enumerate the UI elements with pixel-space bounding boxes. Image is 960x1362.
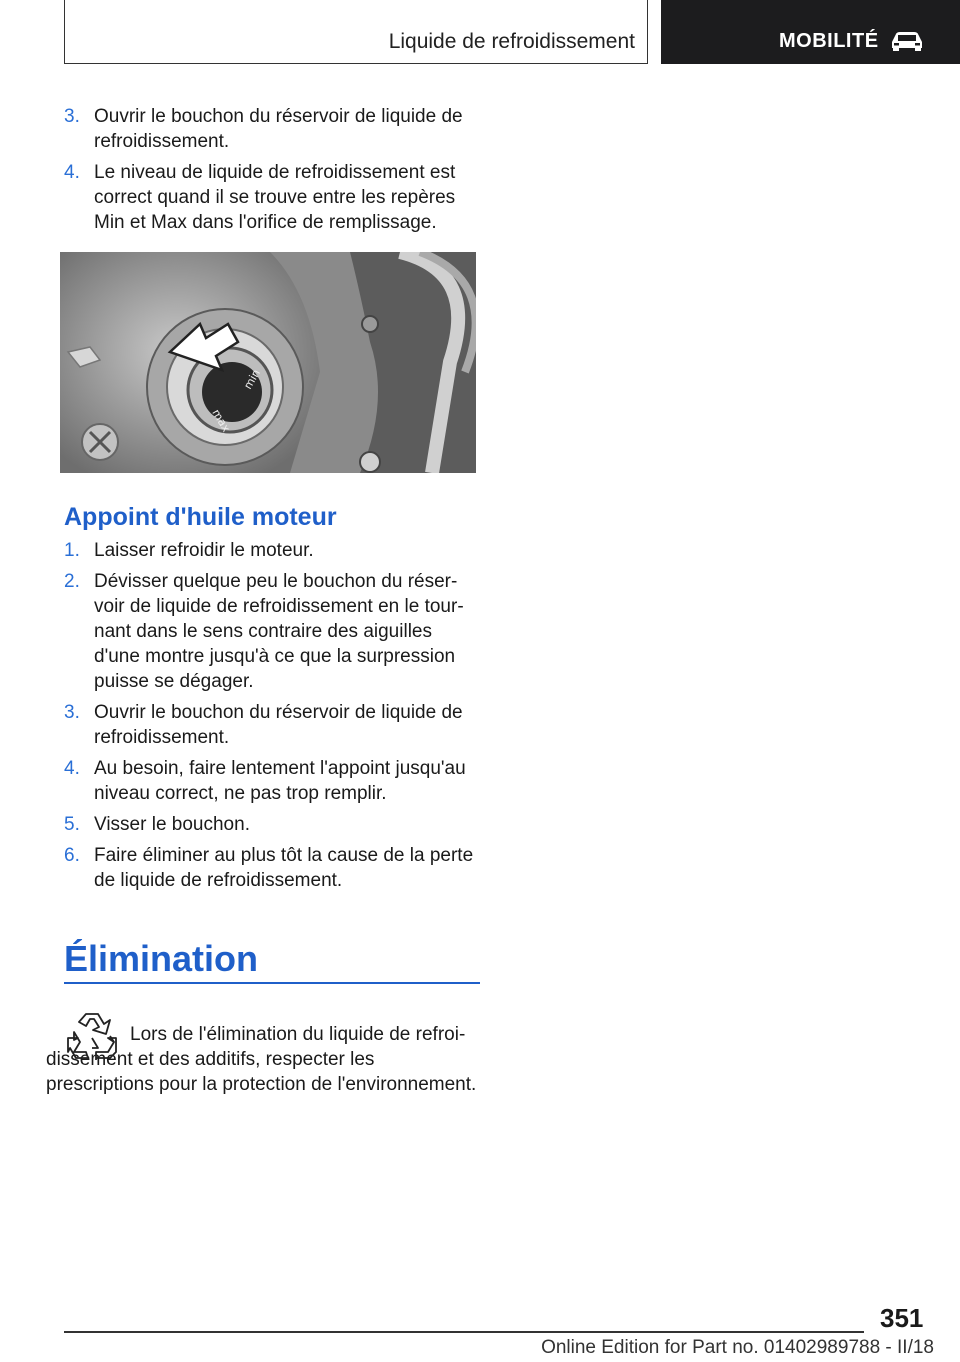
section-heading-disposal: Élimination — [64, 938, 259, 979]
step-text: Visser le bouchon. — [94, 814, 250, 835]
list-item — [64, 104, 480, 154]
step-text: Le niveau de liquide de refroidissement est correct quand il se trouve entre les repères Min et Max dans l'orifice de remplissage. — [94, 162, 456, 233]
steps-top-list — [64, 104, 480, 241]
step-number: 4. — [64, 758, 80, 779]
step-text: Ouvrir le bouchon du réservoir de liquide de refroidissement. — [94, 702, 463, 748]
step-number: 2. — [64, 571, 80, 592]
header-chapter-box — [661, 0, 960, 64]
footer-divider — [64, 1331, 864, 1333]
step-number: 4. — [64, 162, 80, 183]
chapter-title: MOBILITÉ — [779, 30, 879, 52]
step-text: Laisser refroidir le moteur. — [94, 540, 314, 561]
steps-oil-list — [64, 538, 480, 899]
list-item — [64, 160, 480, 235]
list-item — [64, 569, 480, 694]
min-mark: min — [241, 367, 263, 392]
step-text: Faire éliminer au plus tôt la cause de la perte de liquide de refroidissement. — [94, 845, 474, 891]
page-number: 351 — [880, 1303, 924, 1333]
list-item — [64, 843, 480, 893]
car-icon — [889, 28, 925, 52]
step-number: 6. — [64, 845, 80, 866]
max-mark: max — [209, 407, 233, 435]
recycle-icon — [66, 1008, 118, 1060]
coolant-reservoir-photo — [60, 252, 476, 473]
list-item — [64, 756, 480, 806]
step-number: 3. — [64, 702, 80, 723]
step-text: Ouvrir le bouchon du réservoir de liquide de refroidissement. — [94, 106, 463, 152]
section-heading-oil: Appoint d'huile moteur — [64, 503, 337, 531]
step-text: Dévisser quelque peu le bouchon du réservoir de liquide de refroidissement en le tournant dans le sens contraire des aiguilles d'une montre jusqu'à ce que la surpression puisse se dégager. — [94, 571, 464, 692]
step-text: Au besoin, faire lentement l'appoint jusqu'au niveau correct, ne pas trop remplir. — [94, 758, 466, 804]
step-number: 3. — [64, 106, 80, 127]
header-section-box — [64, 0, 648, 64]
edition-info: Online Edition for Part no. 01402989788 - II/18 — [541, 1337, 934, 1358]
heading-divider — [64, 982, 480, 984]
section-title: Liquide de refroidissement — [388, 30, 635, 53]
step-number: 1. — [64, 540, 80, 561]
disposal-note: Lors de l'élimination du liquide de refroidissement et des additifs, respecter les prescriptions pour la protection de l'environnement. — [46, 1024, 477, 1095]
list-item — [64, 538, 480, 563]
step-number: 5. — [64, 814, 80, 835]
list-item — [64, 812, 480, 837]
list-item — [64, 700, 480, 750]
